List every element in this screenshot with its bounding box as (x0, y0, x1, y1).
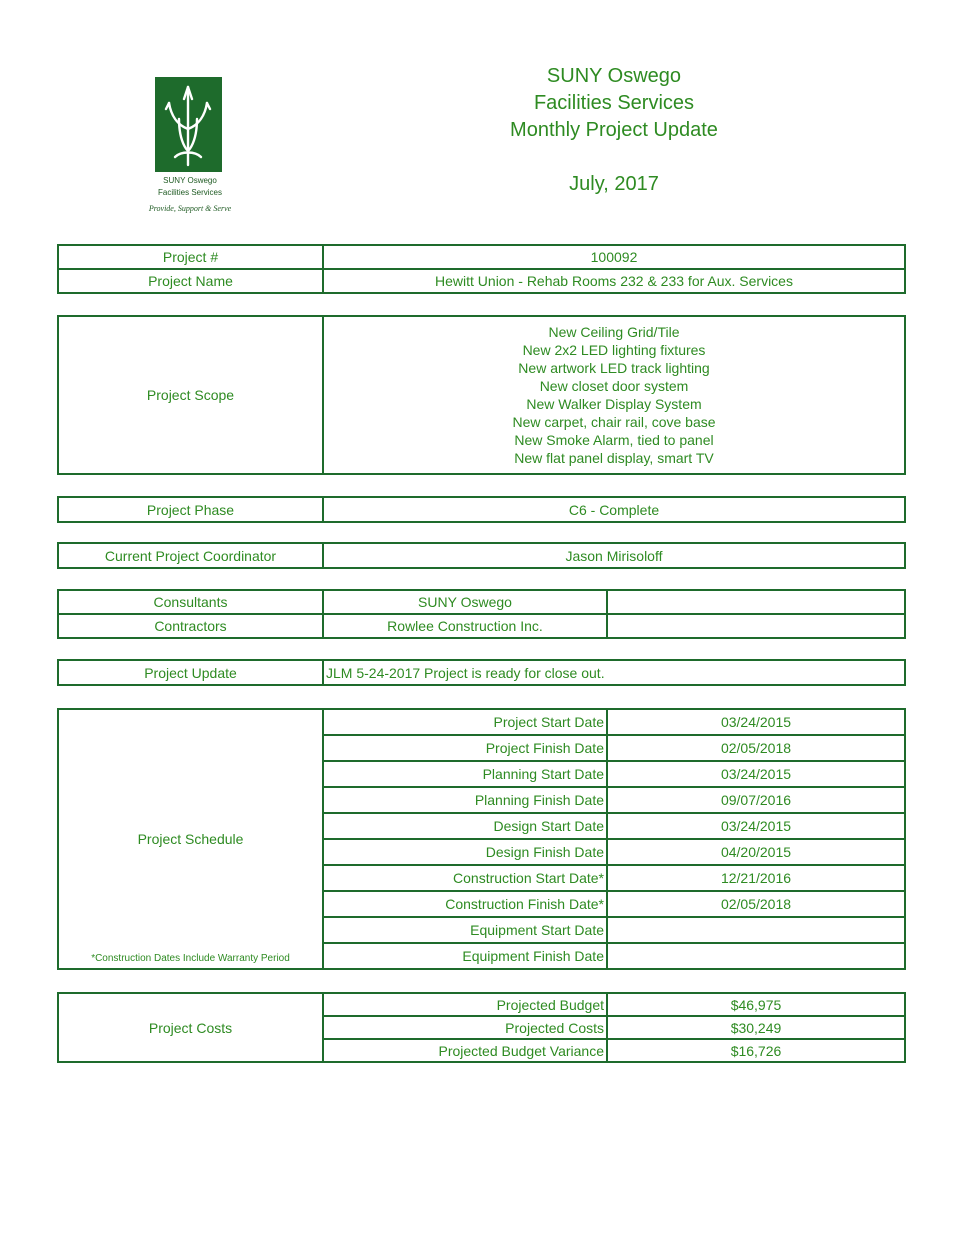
project-update-label: Project Update (58, 660, 323, 685)
schedule-row-value (607, 943, 905, 969)
project-scope-label: Project Scope (58, 316, 323, 474)
cost-row-value: $46,975 (607, 993, 905, 1016)
cost-row-label: Projected Budget (323, 993, 607, 1016)
schedule-row-label: Design Start Date (323, 813, 607, 839)
cost-row-label: Projected Budget Variance (323, 1039, 607, 1062)
schedule-row-value (607, 917, 905, 943)
schedule-row-value: 09/07/2016 (607, 787, 905, 813)
logo-tagline: Provide, Support & Serve (148, 204, 232, 213)
scope-item: New flat panel display, smart TV (514, 450, 714, 466)
schedule-row-label: Equipment Finish Date (323, 943, 607, 969)
project-update-table (57, 659, 906, 686)
scope-item: New carpet, chair rail, cove base (512, 414, 716, 430)
consultants-contractors-table (57, 589, 906, 639)
schedule-row-value: 03/24/2015 (607, 813, 905, 839)
header-org: SUNY Oswego (546, 65, 682, 87)
scope-item: New artwork LED track lighting (518, 360, 710, 376)
trident-icon (155, 77, 222, 172)
schedule-row-label: Planning Finish Date (323, 787, 607, 813)
schedule-row-label: Design Finish Date (323, 839, 607, 865)
warranty-note: *Construction Dates Include Warranty Period (91, 953, 290, 964)
project-scope-list (323, 316, 905, 474)
project-update-value: JLM 5-24-2017 Project is ready for close out. (323, 660, 905, 685)
cost-row-value: $30,249 (607, 1016, 905, 1039)
schedule-row-value: 03/24/2015 (607, 709, 905, 735)
project-scope-table (57, 315, 906, 475)
trident-logo (155, 77, 222, 172)
project-costs-label: Project Costs (58, 993, 323, 1062)
schedule-row-value: 02/05/2018 (607, 891, 905, 917)
cost-row-value: $16,726 (607, 1039, 905, 1062)
scope-item: New Walker Display System (526, 396, 702, 412)
project-schedule-table (57, 708, 906, 970)
schedule-row-value: 03/24/2015 (607, 761, 905, 787)
logo-line2: Facilities Services (157, 188, 222, 197)
coordinator-table (57, 542, 906, 569)
project-phase-table (57, 496, 906, 523)
scope-item: New 2x2 LED lighting fixtures (522, 342, 706, 358)
contractors-label: Contractors (58, 614, 323, 638)
project-number-label: Project # (58, 245, 323, 269)
schedule-row-label: Construction Finish Date* (323, 891, 607, 917)
scope-item: New Smoke Alarm, tied to panel (514, 432, 714, 448)
scope-item: New Ceiling Grid/Tile (548, 324, 680, 340)
header-period: July, 2017 (569, 173, 659, 195)
schedule-row-value: 02/05/2018 (607, 735, 905, 761)
project-name-label: Project Name (58, 269, 323, 293)
project-name-value: Hewitt Union - Rehab Rooms 232 & 233 for Aux. Services (323, 269, 905, 293)
schedule-row-label: Equipment Start Date (323, 917, 607, 943)
schedule-row-label: Project Finish Date (323, 735, 607, 761)
coordinator-label: Current Project Coordinator (58, 543, 323, 568)
schedule-row-value: 04/20/2015 (607, 839, 905, 865)
project-phase-value: C6 - Complete (323, 497, 905, 522)
schedule-row-label: Project Start Date (323, 709, 607, 735)
project-number-value: 100092 (323, 245, 905, 269)
consultants-extra (607, 590, 905, 614)
consultants-label: Consultants (58, 590, 323, 614)
header-report-title: Monthly Project Update (510, 119, 718, 141)
contractors-extra (607, 614, 905, 638)
logo-line1: SUNY Oswego (163, 176, 217, 185)
project-schedule-label: Project Schedule (137, 831, 244, 847)
coordinator-value: Jason Mirisoloff (323, 543, 905, 568)
contractors-value: Rowlee Construction Inc. (323, 614, 607, 638)
cost-row-label: Projected Costs (323, 1016, 607, 1039)
scope-item: New closet door system (539, 378, 689, 394)
schedule-row-label: Planning Start Date (323, 761, 607, 787)
header-dept: Facilities Services (533, 92, 695, 114)
project-schedule-cell (58, 709, 323, 969)
schedule-row-label: Construction Start Date* (323, 865, 607, 891)
schedule-row-value: 12/21/2016 (607, 865, 905, 891)
consultants-value: SUNY Oswego (323, 590, 607, 614)
project-phase-label: Project Phase (58, 497, 323, 522)
project-costs-table (57, 992, 906, 1063)
project-id-table (57, 244, 906, 294)
